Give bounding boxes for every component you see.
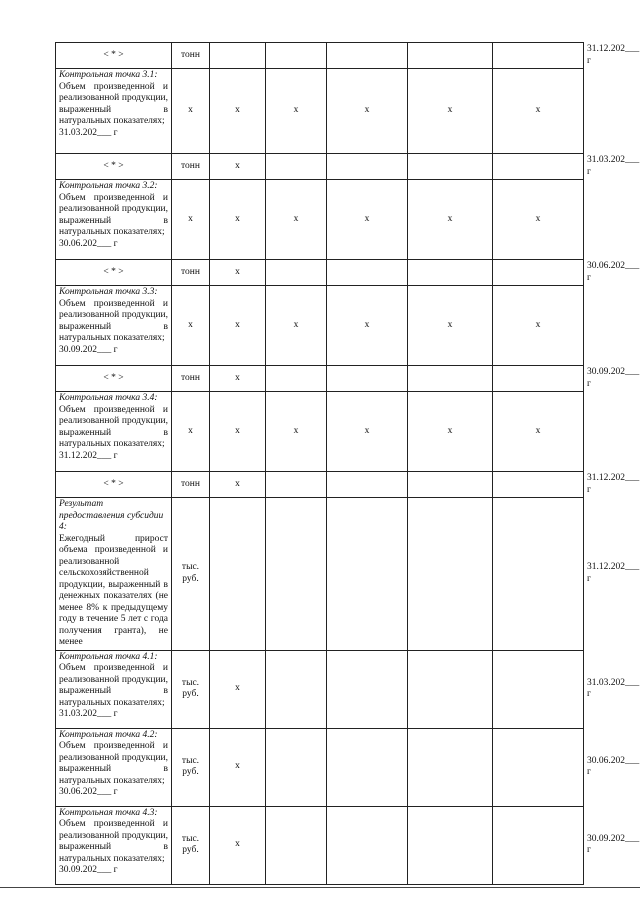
unit-cell: x — [172, 392, 210, 472]
value-cell: x — [266, 180, 327, 260]
value-cell — [408, 728, 493, 806]
value-cell: x — [408, 180, 493, 260]
value-cell: x — [408, 286, 493, 366]
value-cell: x — [210, 728, 266, 806]
table-row: Контрольная точка 4.3: Объем произведенной и реализованной продукции, выраженный в натуральных показателях; 30.09.202___ г тыс. руб. x 30.09.202___ г — [56, 806, 584, 884]
value-cell — [266, 154, 327, 180]
row-description — [56, 392, 172, 472]
row-description — [56, 650, 172, 728]
unit-cell: x — [172, 180, 210, 260]
unit-cell: тыс. руб. — [172, 728, 210, 806]
checkpoint-title: Контрольная точка 4.2: — [59, 729, 158, 740]
checkpoint-text: Объем произведенной и реализованной продукции, выраженный в натуральных показателях; — [59, 404, 168, 449]
date-cell: x — [493, 392, 584, 472]
row-description — [56, 498, 172, 651]
value-cell: x — [266, 392, 327, 472]
value-cell — [408, 472, 493, 498]
checkpoint-title: Контрольная точка 3.1: — [59, 70, 158, 80]
row-marker: < * > — [56, 366, 172, 392]
value-cell — [266, 472, 327, 498]
unit-cell: тонн — [172, 154, 210, 180]
checkpoint-date: 31.03.202___ г — [59, 127, 118, 138]
value-cell — [266, 728, 327, 806]
value-cell: x — [210, 180, 266, 260]
checkpoint-text: Объем произведенной и реализованной продукции, выраженный в натуральных показателях; — [59, 298, 168, 343]
unit-cell: x — [172, 286, 210, 366]
unit-cell: тонн — [172, 43, 210, 69]
checkpoint-title: Результат предоставления субсидии 4: — [59, 499, 164, 532]
value-cell — [493, 260, 584, 286]
row-description — [56, 806, 172, 884]
value-cell — [327, 43, 408, 69]
value-cell: x — [327, 286, 408, 366]
value-cell — [493, 498, 584, 651]
value-cell: x — [210, 154, 266, 180]
checkpoint-text: Объем произведенной и реализованной продукции, выраженный в натуральных показателях; — [59, 192, 168, 237]
row-description — [56, 69, 172, 154]
checkpoint-text: Объем произведенной и реализованной продукции, выраженный в натуральных показателях; — [59, 663, 168, 708]
value-cell: x — [210, 392, 266, 472]
value-cell: x — [210, 260, 266, 286]
date-cell: x — [493, 180, 584, 260]
table-row: Контрольная точка 4.1: Объем произведенной и реализованной продукции, выраженный в натуральных показателях; 31.03.202___ г тыс. руб. x 31.03.202___ г — [56, 650, 584, 728]
checkpoint-text: Ежегодный прирост объема произведенной и реализованной сельскохозяйственной продукции, выраженный в денежных показателях (не менее 8% к предыдущему году в течение 5 лет с года получения гранта), не менее — [59, 533, 168, 647]
checkpoint-title: Контрольная точка 3.2: — [59, 181, 158, 191]
value-cell — [327, 260, 408, 286]
value-cell: x — [408, 69, 493, 154]
value-cell — [327, 498, 408, 651]
table-row: < * > тонн x 31.12.202___ г — [56, 472, 584, 498]
unit-cell: тыс. руб. — [172, 650, 210, 728]
row-description — [56, 180, 172, 260]
unit-cell: x — [172, 69, 210, 154]
table-row — [56, 69, 584, 154]
value-cell — [327, 650, 408, 728]
indicators-table — [55, 42, 640, 885]
table-row: < * > тонн x 30.09.202___ г — [56, 366, 584, 392]
value-cell — [493, 43, 584, 69]
value-cell: x — [210, 650, 266, 728]
value-cell — [327, 366, 408, 392]
checkpoint-title: Контрольная точка 3.3: — [59, 287, 158, 297]
value-cell — [493, 472, 584, 498]
value-cell: x — [266, 69, 327, 154]
value-cell — [408, 366, 493, 392]
unit-cell: тонн — [172, 366, 210, 392]
checkpoint-date: 30.06.202___ г — [59, 238, 118, 249]
row-marker: < * > — [56, 43, 172, 69]
row-marker: < * > — [56, 472, 172, 498]
value-cell — [493, 728, 584, 806]
table-row — [56, 286, 584, 366]
value-cell — [327, 728, 408, 806]
date-cell: x — [493, 286, 584, 366]
page-bottom-rule — [0, 887, 640, 888]
value-cell — [327, 806, 408, 884]
value-cell — [266, 650, 327, 728]
value-cell — [266, 260, 327, 286]
value-cell — [408, 43, 493, 69]
value-cell — [408, 806, 493, 884]
value-cell — [408, 650, 493, 728]
unit-cell: тыс. руб. — [172, 498, 210, 651]
row-marker: < * > — [56, 260, 172, 286]
checkpoint-text: Объем произведенной и реализованной продукции, выраженный в натуральных показателях; — [59, 741, 168, 786]
checkpoint-title: Контрольная точка 4.3: — [59, 807, 158, 818]
value-cell: x — [210, 366, 266, 392]
unit-cell: тонн — [172, 472, 210, 498]
value-cell: x — [327, 180, 408, 260]
value-cell: x — [210, 472, 266, 498]
table-body — [56, 43, 640, 885]
value-cell — [210, 498, 266, 651]
value-cell: x — [210, 806, 266, 884]
value-cell — [266, 366, 327, 392]
value-cell: x — [408, 392, 493, 472]
checkpoint-date: 31.03.202___ г — [59, 709, 118, 719]
value-cell — [493, 806, 584, 884]
value-cell — [327, 472, 408, 498]
checkpoint-date: 30.09.202___ г — [59, 865, 118, 875]
date-cell: x — [493, 69, 584, 154]
checkpoint-title: Контрольная точка 3.4: — [59, 393, 158, 403]
value-cell: x — [327, 392, 408, 472]
checkpoint-date: 31.12.202___ г — [59, 450, 118, 461]
value-cell — [493, 366, 584, 392]
value-cell — [493, 154, 584, 180]
value-cell — [210, 43, 266, 69]
value-cell: x — [210, 69, 266, 154]
value-cell — [408, 260, 493, 286]
checkpoint-date: 30.06.202___ г — [59, 787, 118, 797]
table-row: Результат предоставления субсидии 4: Ежегодный прирост объема произведенной и реализованной сельскохозяйственной продукции, выраженный в денежных показателях (не менее 8% к предыдущему году в течение 5 лет с года получения гранта), не менее тыс. руб. 31.12.202___ г — [56, 498, 584, 651]
table-row: Контрольная точка 4.2: Объем произведенной и реализованной продукции, выраженный в натуральных показателях; 30.06.202___ г тыс. руб. x 30.06.202___ г — [56, 728, 584, 806]
value-cell — [493, 650, 584, 728]
table-row: < * > тонн x 31.03.202___ г — [56, 154, 584, 180]
value-cell — [266, 806, 327, 884]
table-row: < * > тонн 31.12.202___ г — [56, 43, 584, 69]
checkpoint-title: Контрольная точка 4.1: — [59, 651, 158, 662]
row-marker: < * > — [56, 154, 172, 180]
value-cell — [408, 498, 493, 651]
value-cell: x — [210, 286, 266, 366]
value-cell — [327, 154, 408, 180]
checkpoint-date: 30.09.202___ г — [59, 344, 118, 355]
row-description — [56, 728, 172, 806]
unit-cell: тонн — [172, 260, 210, 286]
value-cell — [266, 498, 327, 651]
value-cell: x — [327, 69, 408, 154]
table-row — [56, 392, 584, 472]
value-cell: x — [266, 286, 327, 366]
checkpoint-text: Объем произведенной и реализованной продукции, выраженный в натуральных показателях; — [59, 81, 168, 126]
unit-cell: тыс. руб. — [172, 806, 210, 884]
value-cell — [408, 154, 493, 180]
value-cell — [266, 43, 327, 69]
row-description — [56, 286, 172, 366]
table-row: < * > тонн x 30.06.202___ г — [56, 260, 584, 286]
checkpoint-text: Объем произведенной и реализованной продукции, выраженный в натуральных показателях; — [59, 819, 168, 864]
table-row — [56, 180, 584, 260]
